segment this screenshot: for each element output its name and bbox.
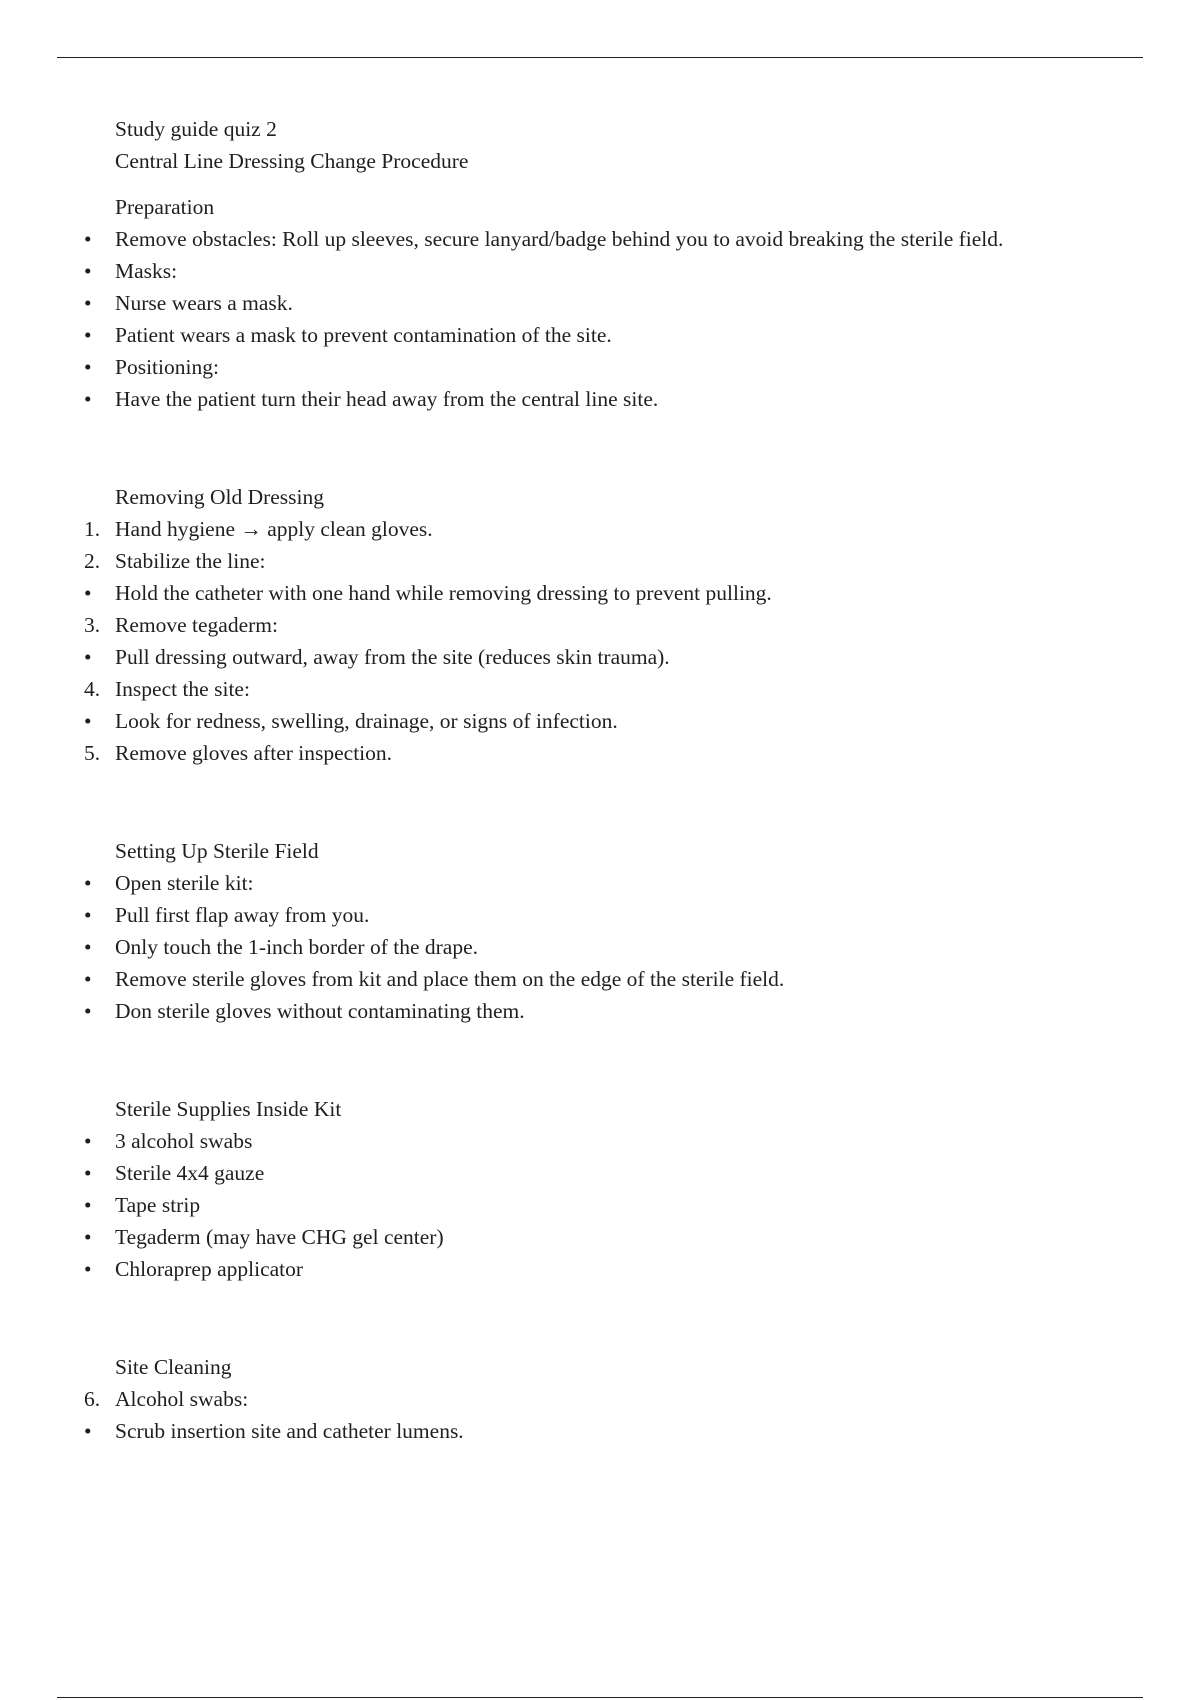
bullet-marker: • <box>84 999 92 1023</box>
list-item-text: Have the patient turn their head away from the central line site. <box>115 387 659 411</box>
list-item <box>0 287 1075 319</box>
section-preparation <box>0 191 1200 415</box>
doc-subtitle: Central Line Dressing Change Procedure <box>115 149 469 173</box>
list-item <box>0 673 1075 705</box>
bullet-marker: • <box>84 291 92 315</box>
list-item-text: Nurse wears a mask. <box>115 291 293 315</box>
list-marker: 1. <box>84 517 101 541</box>
section-removing-old-dressing <box>0 481 1200 769</box>
list-item-text: Pull dressing outward, away from the site (reduces skin trauma). <box>115 645 670 669</box>
bullet-marker: • <box>84 1225 92 1249</box>
section-sterile-supplies <box>0 1093 1200 1285</box>
bullet-marker: • <box>84 935 92 959</box>
bullet-marker: • <box>84 1161 92 1185</box>
list-item <box>0 1125 1075 1157</box>
section-heading: Site Cleaning <box>115 1355 232 1379</box>
bullet-marker: • <box>84 871 92 895</box>
list-item-text: Masks: <box>115 259 178 283</box>
bullet-marker: • <box>84 903 92 927</box>
list-item <box>0 577 1075 609</box>
list-item <box>0 1221 1075 1253</box>
list-item <box>0 995 1075 1027</box>
list-item-text: Alcohol swabs: <box>115 1387 249 1411</box>
document-body <box>0 113 1200 1447</box>
list-item <box>0 1253 1075 1285</box>
bullet-marker: • <box>84 387 92 411</box>
list-item-text: Sterile 4x4 gauze <box>115 1161 265 1185</box>
list-item <box>0 867 1075 899</box>
list-item <box>0 513 1075 545</box>
list-item <box>0 351 1075 383</box>
list-item <box>0 255 1075 287</box>
list-item-text: Look for redness, swelling, drainage, or signs of infection. <box>115 709 618 733</box>
bottom-rule <box>57 1697 1143 1698</box>
list-marker: • <box>84 581 92 605</box>
list-item-text: Inspect the site: <box>115 677 250 701</box>
list-item-text: Remove gloves after inspection. <box>115 741 393 765</box>
list-marker: • <box>84 645 92 669</box>
list-item-text: Don sterile gloves without contaminating them. <box>115 999 525 1023</box>
bullet-marker: • <box>84 1129 92 1153</box>
bullet-marker: • <box>84 355 92 379</box>
list-item-text: Stabilize the line: <box>115 549 266 573</box>
list-item-text: Remove obstacles: Roll up sleeves, secure lanyard/badge behind you to avoid breaking the sterile field. <box>115 227 1004 251</box>
list-item <box>0 1189 1075 1221</box>
list-item <box>0 383 1075 415</box>
list-item-text: Chloraprep applicator <box>115 1257 304 1281</box>
list-item <box>0 1415 1075 1447</box>
list-item-text: Tegaderm (may have CHG gel center) <box>115 1225 444 1249</box>
list-item-text: Pull first flap away from you. <box>115 903 370 927</box>
bullet-marker: • <box>84 259 92 283</box>
list-item-text: Hand hygiene → apply clean gloves. <box>115 517 433 541</box>
section-heading: Sterile Supplies Inside Kit <box>115 1097 342 1121</box>
list-item <box>0 1157 1075 1189</box>
list-marker: 6. <box>84 1387 101 1411</box>
top-rule <box>57 57 1143 58</box>
bullet-marker: • <box>84 1193 92 1217</box>
list-marker: 3. <box>84 613 101 637</box>
section-site-cleaning <box>0 1351 1200 1447</box>
list-item-text: Tape strip <box>115 1193 201 1217</box>
list-item <box>0 705 1075 737</box>
list-marker: 4. <box>84 677 101 701</box>
section-heading: Setting Up Sterile Field <box>115 839 319 863</box>
list-item-text: Open sterile kit: <box>115 871 254 895</box>
list-item-text: Positioning: <box>115 355 219 379</box>
list-item-text: Scrub insertion site and catheter lumens. <box>115 1419 464 1443</box>
bullet-marker: • <box>84 1257 92 1281</box>
list-item-text: Hold the catheter with one hand while removing dressing to prevent pulling. <box>115 581 772 605</box>
doc-title: Study guide quiz 2 <box>115 117 277 141</box>
section-sterile-field <box>0 835 1200 1027</box>
list-item-text: Remove tegaderm: <box>115 613 278 637</box>
list-marker: 5. <box>84 741 101 765</box>
list-item-text: Only touch the 1-inch border of the drape. <box>115 935 478 959</box>
bullet-marker: • <box>84 227 92 251</box>
list-item <box>0 641 1075 673</box>
section-heading: Removing Old Dressing <box>115 485 325 509</box>
list-item <box>0 899 1075 931</box>
list-item <box>0 319 1075 351</box>
list-item <box>0 545 1075 577</box>
list-item <box>0 931 1075 963</box>
bullet-marker: • <box>84 967 92 991</box>
list-marker: • <box>84 1419 92 1443</box>
list-item <box>0 609 1075 641</box>
list-item-text: 3 alcohol swabs <box>115 1129 253 1153</box>
bullet-marker: • <box>84 323 92 347</box>
list-item-text: Remove sterile gloves from kit and place them on the edge of the sterile field. <box>115 967 785 991</box>
list-marker: 2. <box>84 549 101 573</box>
list-marker: • <box>84 709 92 733</box>
list-item <box>0 737 1075 769</box>
list-item <box>0 223 1075 255</box>
list-item <box>0 1383 1075 1415</box>
list-item <box>0 963 1075 995</box>
section-heading: Preparation <box>115 195 215 219</box>
list-item-text: Patient wears a mask to prevent contamination of the site. <box>115 323 612 347</box>
